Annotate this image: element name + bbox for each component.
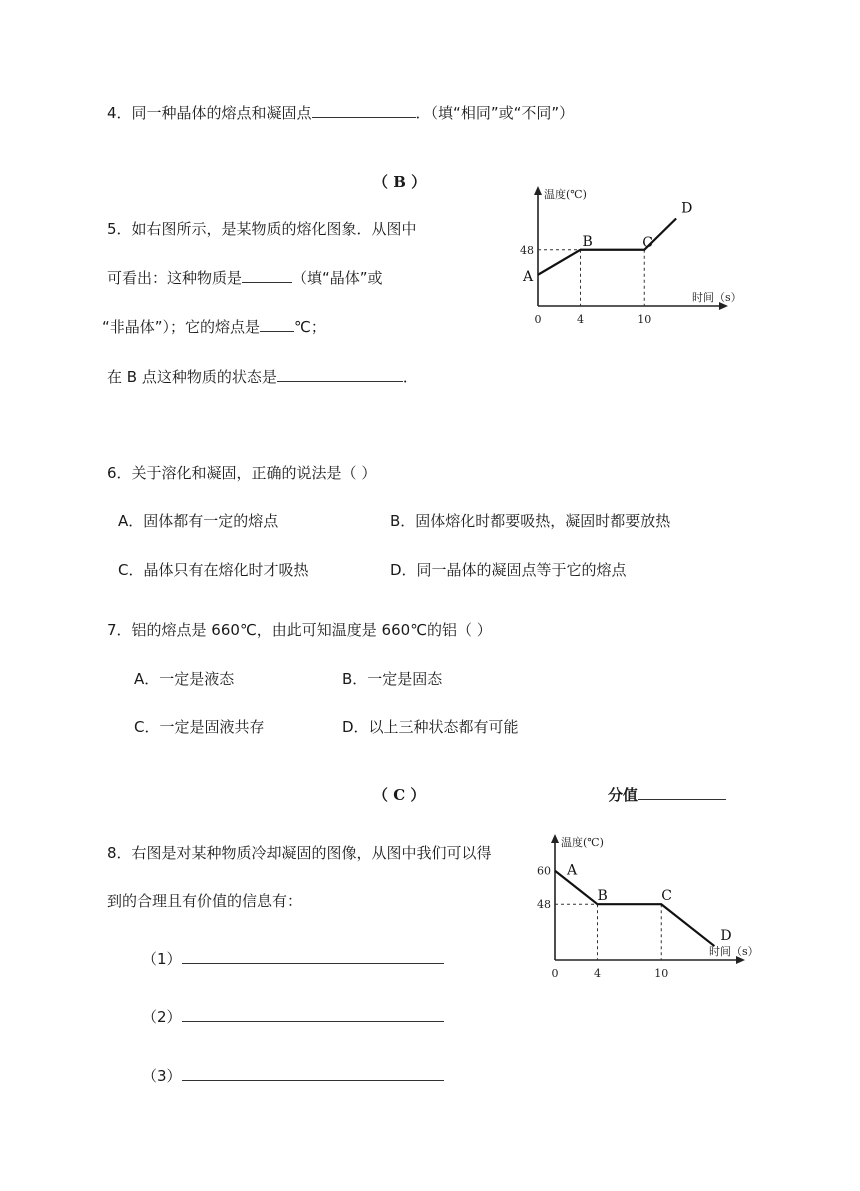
q5-state-blank[interactable] <box>277 367 403 382</box>
point-label-a: A <box>523 268 534 285</box>
q5-line-1: 5．如右图所示，是某物质的熔化图象．从图中 <box>107 220 417 238</box>
x-tick-label: 4 <box>594 967 601 980</box>
y-tick-label: 48 <box>520 243 534 257</box>
q6-option-b[interactable]: B．固体熔化时都要吸热，凝固时都要放热 <box>390 512 671 530</box>
y-axis-arrow <box>534 186 542 195</box>
data-line <box>555 871 714 946</box>
q8-answer-1 <box>142 949 444 969</box>
point-label-d: D <box>720 928 732 945</box>
score-field <box>608 785 726 805</box>
q6-option-d[interactable]: D．同一晶体的凝固点等于它的熔点 <box>390 561 627 579</box>
point-label-b: B <box>597 888 608 905</box>
q7-option-a[interactable]: A．一定是液态 <box>134 670 235 688</box>
y-axis-arrow <box>551 834 559 843</box>
q5-line-2-suffix: （填“晶体”或 <box>292 269 383 287</box>
q7-option-d[interactable]: D．以上三种状态都有可能 <box>342 718 519 736</box>
q8-answer-2-label: （2） <box>142 1008 182 1026</box>
q4-answer-blank[interactable] <box>312 103 416 118</box>
q6-option-a[interactable]: A．固体都有一定的熔点 <box>118 512 279 530</box>
y-tick-label: 48 <box>537 898 551 912</box>
x-tick-label: 10 <box>637 313 652 326</box>
q8-answer-1-blank[interactable] <box>182 949 444 964</box>
data-line <box>538 219 676 275</box>
q5-line-3-suffix: ℃； <box>294 318 326 336</box>
q8-answer-1-label: （1） <box>142 950 182 968</box>
x-tick-label: 0 <box>551 967 559 980</box>
x-tick-label: 4 <box>577 313 584 326</box>
point-label-c: C <box>642 234 653 251</box>
q8-answer-3-label: （3） <box>142 1067 182 1085</box>
x-axis-label: 时间（s） <box>692 291 742 304</box>
q5-line-4-prefix: 在 B 点这种物质的状态是 <box>107 368 277 386</box>
q5-line-3 <box>102 317 326 337</box>
q6-stem: 6．关于溶化和凝固，正确的说法是（ ） <box>107 464 377 482</box>
solidification-chart <box>528 822 759 980</box>
x-axis-label: 时间（s） <box>709 945 759 958</box>
x-tick-label: 10 <box>654 967 669 980</box>
q8-line-1: 8．右图是对某种物质冷却凝固的图像，从图中我们可以得 <box>107 844 492 862</box>
section-c-label: （ C ） <box>373 786 426 804</box>
y-axis-label: 温度(℃) <box>561 836 604 849</box>
q7-stem: 7．铝的熔点是 660℃，由此可知温度是 660℃的铝（ ） <box>107 621 492 639</box>
q5-line-4-suffix: ． <box>402 368 418 386</box>
question-4 <box>107 103 574 123</box>
q5-substance-blank[interactable] <box>242 268 292 283</box>
q5-line-4 <box>107 367 418 387</box>
score-blank[interactable] <box>638 785 726 800</box>
q7-option-b[interactable]: B．一定是固态 <box>342 670 443 688</box>
q5-line-2 <box>107 268 383 288</box>
q8-answer-3-blank[interactable] <box>182 1066 444 1081</box>
q4-text-suffix: ．（填“相同”或“不同”） <box>415 104 575 122</box>
score-label: 分值 <box>608 786 639 804</box>
q5-line-2-prefix: 可看出：这种物质是 <box>107 269 243 287</box>
section-b-label: （ B ） <box>373 173 427 191</box>
point-label-b: B <box>582 233 593 250</box>
q8-answer-2-blank[interactable] <box>182 1007 444 1022</box>
q5-melting-point-blank[interactable] <box>260 317 294 332</box>
melting-chart <box>515 173 742 328</box>
q7-option-c[interactable]: C．一定是固液共存 <box>134 718 265 736</box>
y-axis-label: 温度(℃) <box>544 188 587 201</box>
x-tick-label: 0 <box>534 313 542 326</box>
point-label-c: C <box>661 888 672 905</box>
q5-line-3-prefix: “非晶体”）；它的熔点是 <box>102 318 261 336</box>
point-label-a: A <box>567 862 578 879</box>
q8-answer-2 <box>142 1007 444 1027</box>
q8-line-2: 到的合理且有价值的信息有： <box>107 892 303 910</box>
point-label-d: D <box>681 200 693 217</box>
q8-answer-3 <box>142 1066 444 1086</box>
q6-option-c[interactable]: C．晶体只有在熔化时才吸热 <box>118 561 309 579</box>
y-tick-label: 60 <box>537 864 551 878</box>
q4-text-prefix: 4．同一种晶体的熔点和凝固点 <box>107 104 312 122</box>
